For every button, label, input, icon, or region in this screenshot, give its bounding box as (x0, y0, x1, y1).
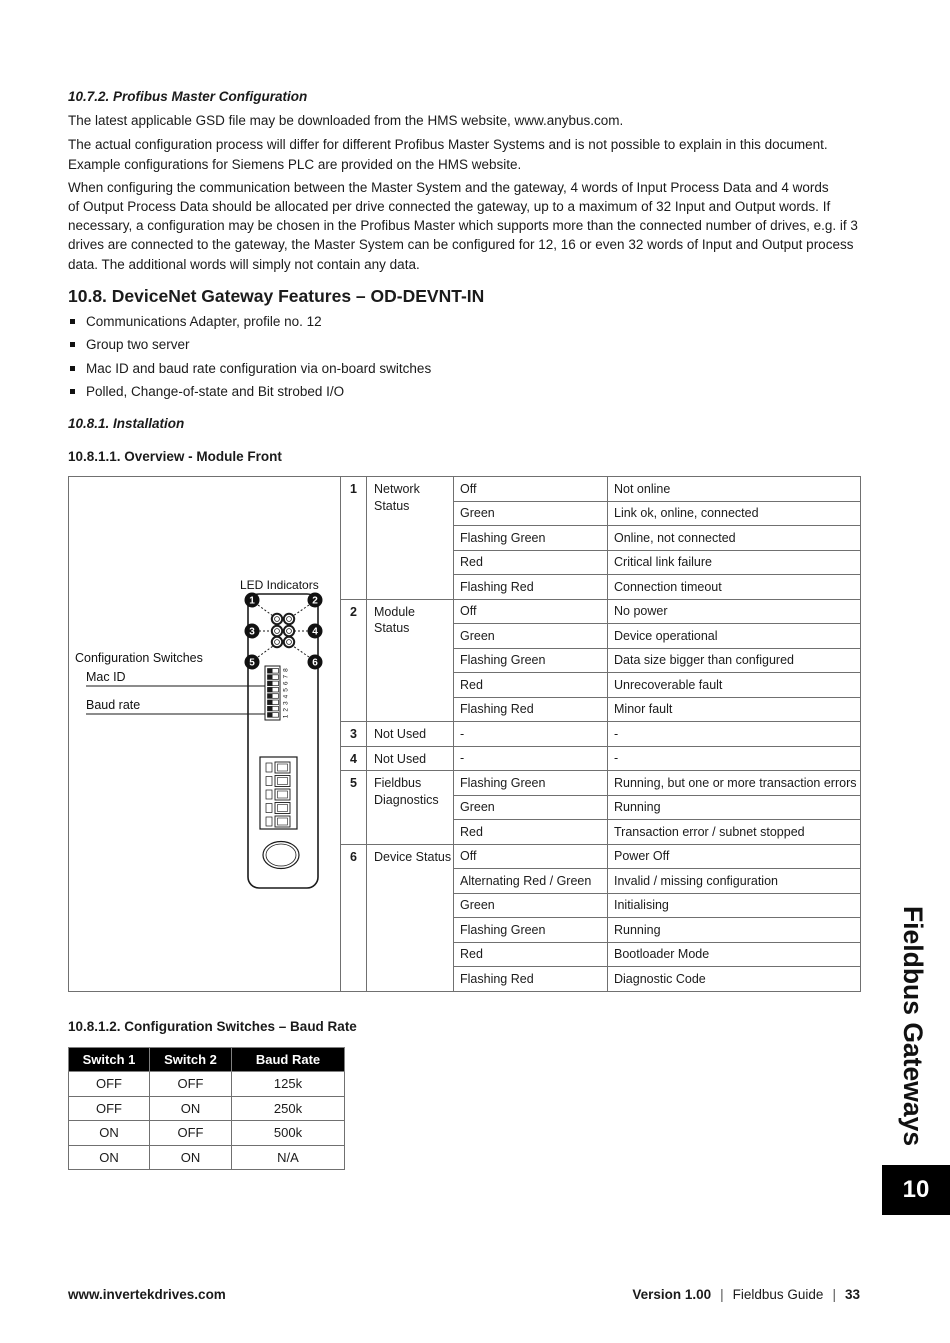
led-number: 3 (341, 722, 367, 747)
baud-table-row (69, 1072, 345, 1097)
led-state: Green (454, 624, 608, 649)
section-heading-baud-rate: 10.8.1.2. Configuration Switches – Baud Rate (68, 1019, 357, 1034)
led-state: Red (454, 550, 608, 575)
baud-table-cell: 250k (232, 1096, 345, 1121)
feature-item (68, 333, 431, 356)
baud-table-row (69, 1145, 345, 1170)
led-state-meaning: Data size bigger than configured (608, 648, 861, 673)
led-state: - (454, 746, 608, 771)
paragraph-process-data-words (68, 178, 858, 274)
baud-table-cell: 500k (232, 1121, 345, 1146)
led-name (367, 477, 454, 600)
dip-switch-numbers: 1 2 3 4 5 6 7 8 (282, 667, 290, 719)
led-badge-5 (245, 655, 260, 670)
text-line: The actual configuration process will differ for different Profibus Master Systems and is not possible to explain in this document. (68, 137, 828, 152)
dip-switch (268, 687, 279, 692)
led-state: Flashing Red (454, 575, 608, 600)
connector-pin (266, 776, 290, 787)
led-badge-1 (245, 593, 260, 608)
feature-item (68, 357, 431, 380)
led-name (367, 722, 454, 747)
led-state-meaning: Connection timeout (608, 575, 861, 600)
bullet-icon (70, 389, 75, 394)
section-heading-profibus-master-config: 10.7.2. Profibus Master Configuration (68, 89, 308, 104)
led-state: Flashing Green (454, 771, 608, 796)
dip-switch (268, 675, 279, 680)
footer-separator: | (832, 1287, 836, 1302)
baud-table-cell: ON (150, 1096, 232, 1121)
led-badge-number: 3 (249, 626, 255, 638)
led-5 (272, 637, 282, 647)
led-state: Off (454, 477, 608, 502)
led-name-line: Status (374, 621, 410, 635)
paragraph-gsd-file (68, 111, 623, 131)
led-state-meaning: Running (608, 918, 861, 943)
led-state: Red (454, 820, 608, 845)
module-oval-window (263, 842, 299, 869)
section-heading-installation: 10.8.1. Installation (68, 416, 185, 431)
dip-switch (268, 669, 279, 674)
baud-table-header-cell: Baud Rate (232, 1048, 345, 1072)
baud-table-cell: OFF (69, 1096, 150, 1121)
baud-table-row (69, 1121, 345, 1146)
led-badge-number: 6 (312, 657, 318, 669)
footer-website-link[interactable]: www.invertekdrives.com (68, 1287, 226, 1302)
baud-table-cell: N/A (232, 1145, 345, 1170)
led-state-meaning: Device operational (608, 624, 861, 649)
baud-table-cell: ON (69, 1145, 150, 1170)
led-name-line: Module (374, 604, 415, 619)
led-name-line: Fieldbus (374, 776, 422, 790)
led-state: Flashing Green (454, 526, 608, 551)
led-state-meaning: Bootloader Mode (608, 942, 861, 967)
dip-switch (268, 713, 279, 718)
text-line: necessary, a configuration may be chosen in the Profibus Master which supports more than the connected number of drives, e.g. if 3 (68, 218, 858, 234)
paragraph-config-process (68, 135, 828, 174)
baud-rate-table (68, 1047, 345, 1170)
led-state: Red (454, 942, 608, 967)
dip-switch (268, 700, 279, 705)
led-state-meaning: Link ok, online, connected (608, 501, 861, 526)
led-name-line: Network (374, 482, 420, 496)
led-name (367, 771, 454, 845)
led-name (367, 746, 454, 771)
feature-item-text: Polled, Change-of-state and Bit strobed I/O (86, 384, 345, 400)
led-state: Flashing Green (454, 648, 608, 673)
led-badge-6 (308, 655, 323, 670)
baud-table-cell: ON (150, 1145, 232, 1170)
led-state-meaning: Minor fault (608, 697, 861, 722)
led-badge-number: 1 (249, 595, 255, 607)
text-line: The latest applicable GSD file may be downloaded from the HMS website, www.anybus.com. (68, 113, 624, 128)
feature-item-text: Communications Adapter, profile no. 12 (86, 314, 322, 329)
baud-table-cell: ON (69, 1121, 150, 1146)
led-number: 2 (341, 599, 367, 722)
led-indicators (272, 614, 294, 647)
baud-table-cell: OFF (150, 1072, 232, 1097)
feature-item-text: Group two server (86, 337, 190, 353)
led-4 (284, 626, 294, 636)
led-name (367, 599, 454, 722)
feature-item-text: Mac ID and baud rate configuration via on-board switches (86, 360, 432, 376)
led-state-meaning: Running, but one or more transaction errors (608, 771, 861, 796)
baud-table-cell: 125k (232, 1072, 345, 1097)
led-badge-number: 4 (312, 626, 318, 638)
footer-separator: | (720, 1287, 724, 1302)
text-line: drives are connected to the gateway, the Master System can be configured for 12, 16 or even 32 words of Input and Output process (68, 237, 854, 253)
baud-table-cell: OFF (69, 1072, 150, 1097)
text-line: of Output Process Data should be allocated per drive connected the gateway, up to a maximum of 32 Input and Output words. If (68, 198, 831, 214)
connector-pin (266, 816, 290, 827)
led-state-meaning: Not online (608, 477, 861, 502)
led-state-meaning: - (608, 746, 861, 771)
feature-item (68, 310, 431, 333)
led-state-meaning: No power (608, 599, 861, 624)
section-heading-module-front: 10.8.1.1. Overview - Module Front (68, 449, 282, 464)
led-state-meaning: Initialising (608, 893, 861, 918)
chapter-side-title: Fieldbus Gateways (898, 906, 928, 1147)
footer-guide-name: Fieldbus Guide (732, 1287, 824, 1302)
baud-table-header-cell: Switch 1 (69, 1048, 150, 1072)
led-badge-2 (308, 593, 323, 608)
baud-table-header-row (69, 1048, 345, 1072)
led-2 (284, 614, 294, 624)
connector-pin (266, 762, 290, 773)
led-state: - (454, 722, 608, 747)
led-state: Green (454, 501, 608, 526)
led-state-meaning: Diagnostic Code (608, 967, 861, 992)
led-state: Flashing Red (454, 697, 608, 722)
fieldbus-connector (260, 757, 297, 829)
footer-version: Version 1.00 (632, 1287, 712, 1302)
baud-rate-label: Baud rate (86, 698, 141, 712)
configuration-switches-label: Configuration Switches (75, 651, 203, 665)
led-6 (284, 637, 294, 647)
baud-table-cell: OFF (150, 1121, 232, 1146)
led-state: Green (454, 893, 608, 918)
led-badge-number: 5 (249, 657, 255, 669)
led-state: Off (454, 599, 608, 624)
led-number: 5 (341, 771, 367, 845)
bullet-icon (70, 319, 75, 324)
led-name (367, 844, 454, 991)
led-state-meaning: Power Off (608, 844, 861, 869)
led-badge-4 (308, 624, 323, 639)
led-state-meaning: Transaction error / subnet stopped (608, 820, 861, 845)
led-name-line: Not Used (374, 751, 427, 766)
led-name-line: Not Used (374, 727, 427, 741)
dip-switch (268, 694, 279, 699)
led-state-meaning: - (608, 722, 861, 747)
feature-list (68, 310, 431, 404)
text-line: When configuring the communication between the Master System and the gateway, 4 words of Input Process Data and 4 words (68, 179, 829, 195)
led-1 (272, 614, 282, 624)
led-state: Flashing Green (454, 918, 608, 943)
dip-switch (268, 681, 279, 686)
chapter-number-tab: 10 (882, 1165, 950, 1215)
bullet-icon (70, 342, 75, 347)
led-state: Green (454, 795, 608, 820)
led-state-meaning: Unrecoverable fault (608, 673, 861, 698)
dip-switch (268, 706, 279, 711)
led-state-meaning: Online, not connected (608, 526, 861, 551)
led-indicators-label: LED Indicators (240, 578, 319, 592)
led-state: Off (454, 844, 608, 869)
led-state: Flashing Red (454, 967, 608, 992)
led-state-meaning: Critical link failure (608, 550, 861, 575)
led-state-meaning: Invalid / missing configuration (608, 869, 861, 894)
led-state: Alternating Red / Green (454, 869, 608, 894)
feature-item (68, 380, 431, 403)
module-front-diagram (68, 476, 340, 991)
footer-info (470, 1286, 860, 1304)
text-line: data. The additional words will simply not contain any data. (68, 256, 420, 272)
led-badge-number: 2 (312, 595, 318, 607)
connector-pin (266, 789, 290, 800)
mac-id-label: Mac ID (86, 670, 126, 684)
baud-table-row (69, 1096, 345, 1121)
led-name-line: Diagnostics (374, 792, 439, 807)
connector-pin (266, 803, 290, 814)
text-line: Example configurations for Siemens PLC are provided on the HMS website. (68, 156, 522, 172)
dip-switch-block (265, 666, 280, 720)
baud-table-header-cell: Switch 2 (150, 1048, 232, 1072)
led-3 (272, 626, 282, 636)
bullet-icon (70, 366, 75, 371)
section-heading-devicenet-features: 10.8. DeviceNet Gateway Features – OD-DEVNT-IN (68, 286, 485, 306)
led-number: 6 (341, 844, 367, 991)
led-state-meaning: Running (608, 795, 861, 820)
led-number: 4 (341, 746, 367, 771)
led-name-line: Device Status (374, 849, 452, 864)
footer-page-number: 33 (844, 1287, 860, 1302)
led-badge-3 (245, 624, 260, 639)
led-name-line: Status (374, 498, 410, 513)
led-number: 1 (341, 477, 367, 600)
led-state: Red (454, 673, 608, 698)
